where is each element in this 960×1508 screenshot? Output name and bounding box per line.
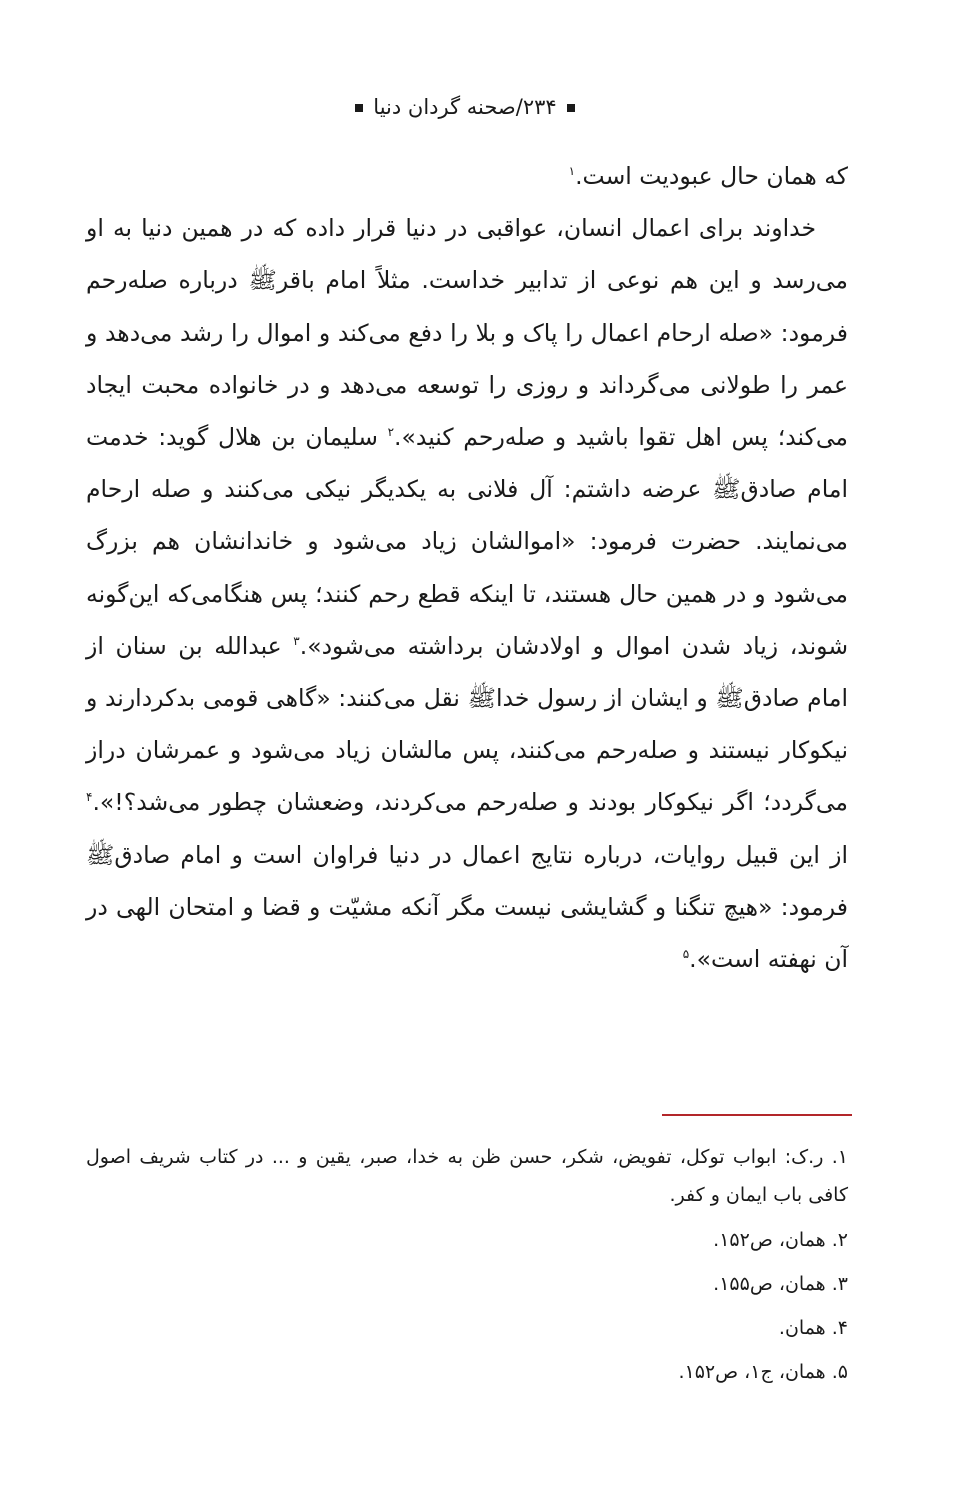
running-header [0,92,930,122]
paragraph-1-text: که همان حال عبودیت است. [575,162,848,190]
footnote-4: ۴. همان. [778,1317,848,1339]
footnote-1: ۱. ر.ک: ابواب توکل، تفویض، شکر، حسن ظن به خدا، صبر، یقین و ... در کتاب شریف اصول کافی باب ایمان و کفر. [86,1146,848,1206]
text-run: درباره صله‌رحم فرمود: «صله ارحام اعمال را پاک و بلا را دفع می‌کند و اموال را رشد می‌دهد و عمر را طولانی می‌گرداند و روزی را توسعه می‌دهد و در خانواده محبت ایجاد می‌کند؛ پس اهل تقوا باشید و صله‌رحم کنید». [86,266,848,452]
footnote-ref-2: ۲ [387,425,395,440]
text-run: از این قبیل روایات، درباره نتایج اعمال در دنیا فراوان است و امام صادق [114,840,848,869]
honorific-glyph: ﷺ [715,684,744,713]
footnote-2: ۲. همان، ص۱۵۲. [713,1229,848,1251]
honorific-glyph: ﷺ [712,475,741,504]
text-run: نقل می‌کنند: «گاهی قومی بدکردارند و نیکوکار نیستند و صله‌رحم می‌کنند، پس مالشان زیاد می‌شود و عمرشان دراز می‌گردد؛ اگر نیکوکار بودند و صله‌رحم می‌کردند، وضعشان چطور می‌شد؟!». [86,684,848,817]
text-run: و ایشان از رسول خدا [495,684,716,713]
text-run: فرمود: «هیچ تنگنا و گشایشی نیست مگر آنکه مشیّت و قضا و امتحان الهی در آن نهفته است». [86,892,848,974]
text-run: خداوند برای اعمال انسان، عواقبی در دنیا قرار داده که در همین دنیا به او می‌رسد و این هم نوعی از تدابیر خداست. مثلاً امام باقر [86,214,848,295]
footnote-ref-5: ۵ [682,947,690,962]
text-run: سلیمان بن هلال گوید: خدمت امام صادق [86,423,848,504]
footnote-3: ۳. همان، ص۱۵۵. [713,1273,848,1295]
honorific-glyph: ﷺ [248,266,277,295]
header-text: ۲۳۴/صحنه گردان دنیا [373,95,557,119]
footnote-ref-1: ۱ [568,164,576,179]
footnote-separator [662,1114,852,1116]
footnote-ref-4: ۴ [86,790,93,805]
paragraph-1 [86,150,848,202]
paragraph-2 [86,202,848,985]
header-square-left [355,104,363,112]
honorific-glyph: ﷺ [467,684,496,713]
footnote-ref-3: ۳ [293,634,300,648]
main-text [86,150,848,985]
text-run: عرضه داشتم: آل فلانی به یکدیگر نیکی می‌کنند و صله ارحام می‌نمایند. حضرت فرمود: «اموالشان زیاد می‌شود و خاندانشان هم بزرگ می‌شود و در همین حال هستند، تا اینکه قطع رحم کنند؛ پس هنگامی‌که این‌گونه شوند، زیاد شدن اموال و اولادشان برداشته می‌شود». [86,475,849,660]
footnote-5: ۵. همان، ج۱، ص۱۵۲. [678,1361,848,1383]
text-run: عبدالله بن سنان از امام صادق [86,631,849,713]
header-square-right [567,104,575,112]
footnotes [86,1138,848,1398]
honorific-glyph: ﷺ [86,840,115,869]
